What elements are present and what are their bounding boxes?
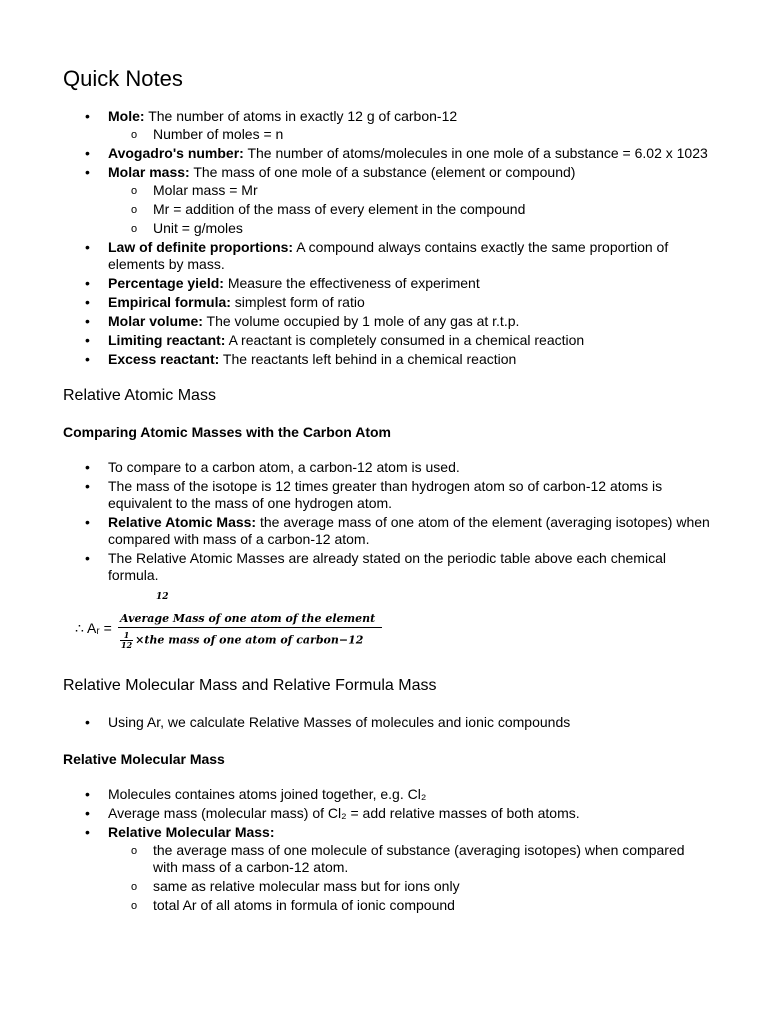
list-item — [63, 294, 713, 311]
term: Relative Atomic Mass: — [108, 514, 257, 530]
list-item — [63, 824, 713, 914]
sub-item: o total Ar of all atoms in formula of ionic compound — [108, 897, 713, 914]
document-page — [63, 66, 713, 916]
relative-atomic-mass-list — [63, 459, 713, 584]
list-item — [63, 275, 713, 292]
sub-item: o Molar mass = Mr — [108, 182, 713, 199]
formula-lhs: ∴ Aᵣ = — [75, 620, 112, 636]
term: Percentage yield: — [108, 275, 224, 291]
list-item: • The Relative Atomic Masses are already stated on the periodic table above each chemical formula. — [63, 550, 713, 584]
sub-list — [108, 126, 713, 143]
list-item — [63, 145, 713, 162]
term: Molar volume: — [108, 313, 203, 329]
term: Empirical formula: — [108, 294, 231, 310]
list-item: • To compare to a carbon atom, a carbon-12 atom is used. — [63, 459, 713, 476]
list-item — [63, 108, 713, 143]
relative-molecular-mass-list — [63, 786, 713, 914]
definition: A compound always contains exactly the same proportion of elements by mass. — [108, 239, 669, 272]
definition: The mass of one mole of a substance (element or compound) — [189, 164, 576, 180]
list-item: • Molecules containes atoms joined together, e.g. Cl₂ — [63, 786, 713, 803]
definition: The volume occupied by 1 mole of any gas at r.t.p. — [202, 313, 520, 329]
list-item — [63, 514, 713, 548]
term: Law of definite proportions: — [108, 239, 294, 255]
quick-notes-list — [63, 108, 713, 368]
sub-list — [108, 182, 713, 237]
formula-denominator — [120, 631, 363, 650]
page-title: Quick Notes — [63, 66, 183, 91]
list-item: • Average mass (molecular mass) of Cl₂ = add relative masses of both atoms. — [63, 805, 713, 822]
definition: simplest form of ratio — [230, 294, 365, 310]
formula-numerator: Average Mass of one atom of the element — [120, 612, 376, 625]
term: Molar mass: — [108, 164, 190, 180]
subheading-comparing-atomic-masses: Comparing Atomic Masses with the Carbon Atom — [63, 424, 391, 440]
list-item: • Using Ar, we calculate Relative Masses of molecules and ionic compounds — [63, 714, 713, 731]
definition: The number of atoms in exactly 12 g of carbon-12 — [144, 108, 458, 124]
definition: The reactants left behind in a chemical reaction — [219, 351, 517, 367]
definition: the average mass of one atom of the element (averaging isotopes) when compared with mass of a carbon-12 atom. — [108, 514, 710, 547]
list-item: • The mass of the isotope is 12 times greater than hydrogen atom so of carbon-12 atoms is equivalent to the mass of one hydrogen atom. — [63, 478, 713, 512]
sub-list — [108, 842, 713, 914]
denominator-text: ×the mass of one atom of carbon−12 — [135, 633, 364, 647]
term: Mole: — [108, 108, 145, 124]
sub-item: o the average mass of one molecule of substance (averaging isotopes) when compared with mass of a carbon-12 atom. — [108, 842, 713, 876]
definition: The number of atoms/molecules in one mole of a substance = 6.02 x 1023 — [243, 145, 708, 161]
list-item — [63, 313, 713, 330]
list-item — [63, 332, 713, 349]
relative-atomic-mass-formula — [63, 592, 713, 658]
term: Limiting reactant: — [108, 332, 226, 348]
section-heading-relative-atomic-mass: Relative Atomic Mass — [63, 387, 216, 404]
term: Relative Molecular Mass: — [108, 824, 275, 840]
one-twelfth-fraction — [120, 631, 133, 650]
formula-top-number: 12 — [156, 592, 169, 602]
section-heading-relative-molecular-mass: Relative Molecular Mass and Relative Formula Mass — [63, 677, 437, 694]
sub-item: o same as relative molecular mass but for ions only — [108, 878, 713, 895]
sub-item: o Number of moles = n — [108, 126, 713, 143]
list-item — [63, 239, 713, 273]
list-item — [63, 164, 713, 237]
sub-item: o Unit = g/moles — [108, 220, 713, 237]
fraction-numerator: 1 — [120, 631, 133, 641]
term: Excess reactant: — [108, 351, 220, 367]
list-item — [63, 351, 713, 368]
term: Avogadro's number: — [108, 145, 244, 161]
sub-item: o Mr = addition of the mass of every element in the compound — [108, 201, 713, 218]
definition: Measure the effectiveness of experiment — [223, 275, 480, 291]
fraction-bar — [118, 627, 382, 628]
subheading-relative-molecular-mass: Relative Molecular Mass — [63, 751, 225, 767]
definition: A reactant is completely consumed in a chemical reaction — [225, 332, 585, 348]
fraction-denominator: 12 — [121, 640, 133, 650]
relative-masses-list — [63, 714, 713, 731]
